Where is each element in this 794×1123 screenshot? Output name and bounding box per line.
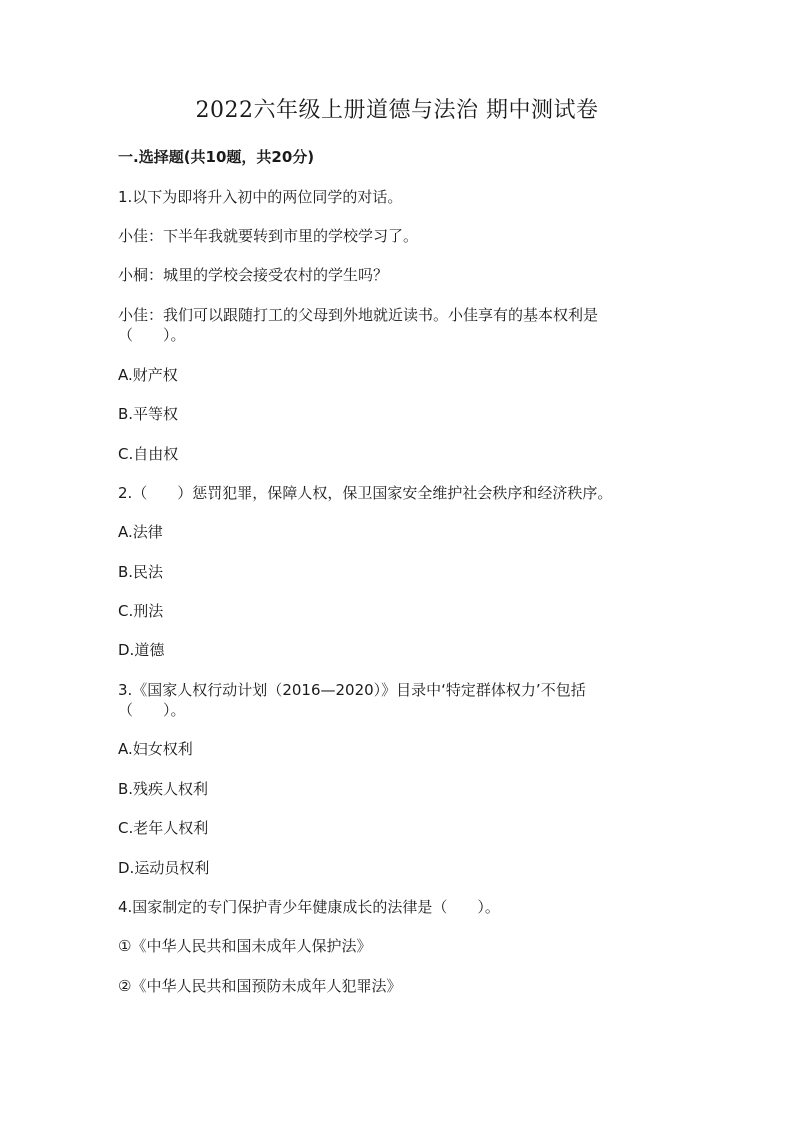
dialogue-line: 小佳：下半年我就要转到市里的学校学习了。: [118, 227, 419, 245]
option-a: A.财产权: [118, 366, 178, 384]
question-1-text: 1.以下为即将升入初中的两位同学的对话。: [118, 188, 403, 206]
question-2-text: 2.（ ）惩罚犯罪，保障人权，保卫国家安全维护社会秩序和经济秩序。: [118, 484, 613, 502]
dialogue-line: 小桐：城里的学校会接受农村的学生吗？: [118, 266, 389, 284]
option-a: A.妇女权利: [118, 740, 193, 758]
answer-blank: （ ）。: [118, 701, 186, 719]
option-b: B.平等权: [118, 405, 179, 423]
question-4-text: 4.国家制定的专门保护青少年健康成长的法律是（ ）。: [118, 898, 500, 916]
option-c: C.老年人权利: [118, 819, 209, 837]
option-b: B.民法: [118, 563, 164, 581]
question-3-text: 3.《国家人权行动计划（2016—2020）》目录中‘特定群体权力’不包括: [118, 681, 586, 699]
option-a: A.法律: [118, 523, 163, 541]
option-d: D.运动员权利: [118, 859, 210, 877]
option-b: B.残疾人权利: [118, 780, 209, 798]
option-c: C.自由权: [118, 445, 179, 463]
option-d: D.道德: [118, 641, 165, 659]
page-title: 2022六年级上册道德与法治 期中测试卷: [195, 98, 599, 123]
section-heading: 一.选择题(共10题，共20分): [118, 148, 315, 166]
option-c: C.刑法: [118, 602, 164, 620]
answer-blank: （ ）。: [118, 326, 186, 344]
statement-2: ②《中华人民共和国预防未成年人犯罪法》: [118, 977, 402, 995]
dialogue-line: 小佳：我们可以跟随打工的父母到外地就近读书。小佳享有的基本权利是: [118, 306, 599, 324]
statement-1: ①《中华人民共和国未成年人保护法》: [118, 937, 372, 955]
